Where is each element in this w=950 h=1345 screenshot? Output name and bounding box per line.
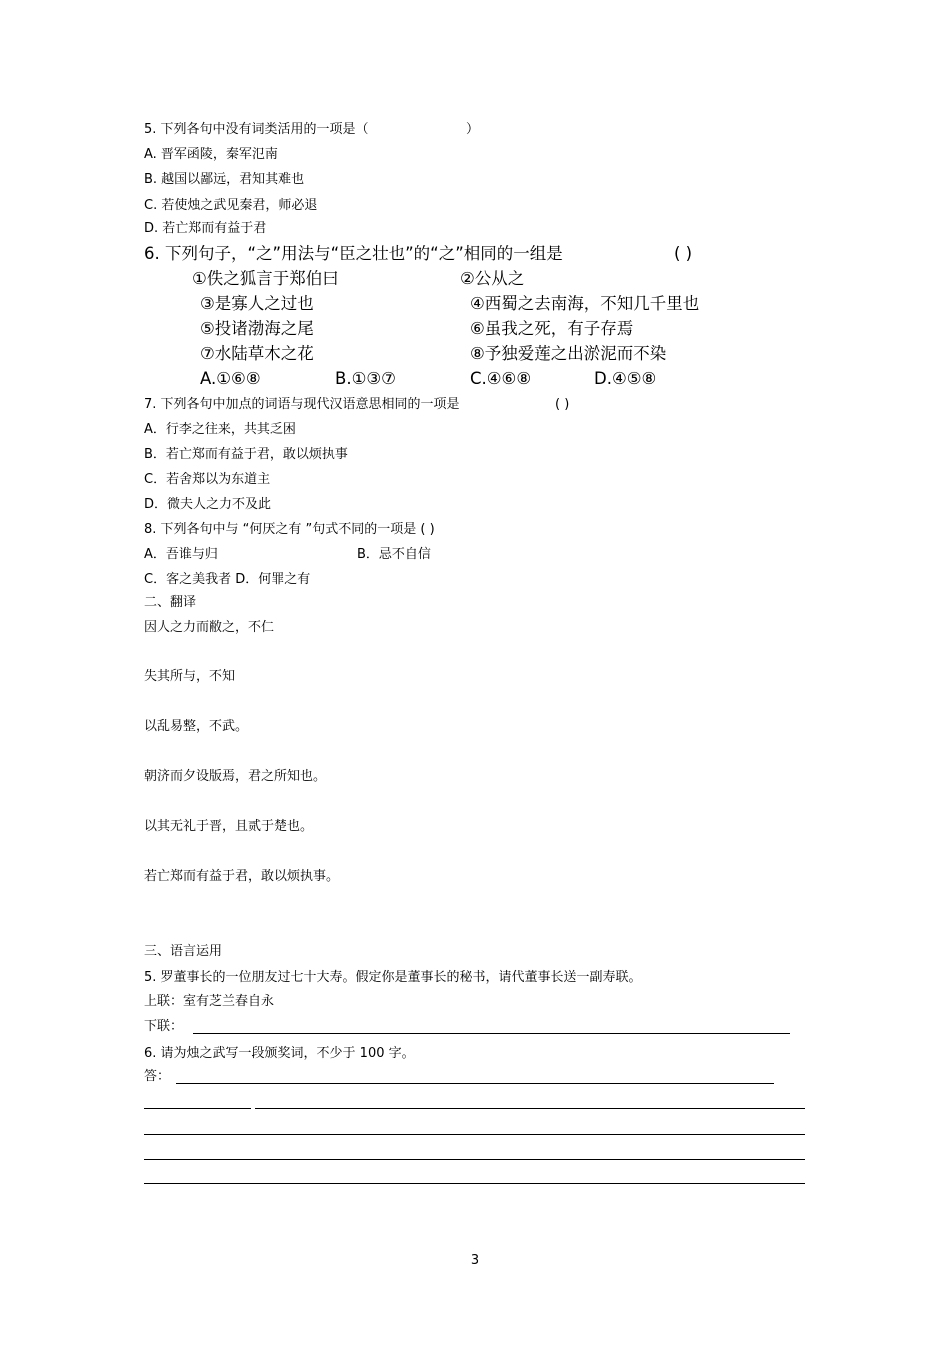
page-number: 3 <box>470 1253 480 1268</box>
q6-item-1: ①佚之狐言于郑伯曰 <box>192 269 339 288</box>
answer-line-4 <box>144 1159 805 1160</box>
q8-option-b: B．忌不自信 <box>357 547 431 562</box>
couplet-upper: 上联：室有芝兰春自永 <box>144 994 275 1009</box>
q6-choice-c: C.④⑥⑧ <box>470 369 532 388</box>
q7-option-a: A．行李之往来，共其乏困 <box>144 422 296 437</box>
q5-option-a: A. 晋军函陵，秦军氾南 <box>144 147 278 162</box>
q6-item-8: ⑧予独爱莲之出淤泥而不染 <box>470 344 667 363</box>
answer-line-2a <box>144 1108 251 1109</box>
couplet-question: 5. 罗董事长的一位朋友过七十大寿。假定你是董事长的秘书，请代董事长送一副寿联。 <box>144 970 642 985</box>
q6-item-7: ⑦水陆草木之花 <box>200 344 314 363</box>
translate-sentence-1: 因人之力而敝之，不仁 <box>144 620 275 635</box>
section3-heading: 三、语言运用 <box>144 944 223 959</box>
q8-option-a: A．吾谁与归 <box>144 547 218 562</box>
q5-option-b: B. 越国以鄙远，君知其难也 <box>144 172 305 187</box>
q5-option-c: C. 若使烛之武见秦君，师必退 <box>144 198 318 213</box>
q5-option-d: D. 若亡郑而有益于君 <box>144 221 267 236</box>
q6-choice-a: A.①⑥⑧ <box>200 369 261 388</box>
translate-sentence-5: 以其无礼于晋，且贰于楚也。 <box>144 819 314 834</box>
translate-sentence-6: 若亡郑而有益于君，敢以烦执事。 <box>144 869 340 884</box>
q6-item-6: ⑥虽我之死，有子存焉 <box>470 319 634 338</box>
q6-choice-d: D.④⑤⑧ <box>594 369 657 388</box>
q6-item-4: ④西蜀之去南海，不知几千里也 <box>470 294 700 313</box>
q6-item-2: ②公从之 <box>460 269 525 288</box>
answer-line-5 <box>144 1183 805 1184</box>
q8-stem: 8. 下列各句中与 “何厌之有 ”句式不同的一项是 ( ) <box>144 522 435 537</box>
q7-option-d: D．微夫人之力不及此 <box>144 497 272 512</box>
q7-option-c: C．若舍郑以为东道主 <box>144 472 271 487</box>
q5-stem: 5. 下列各句中没有词类活用的一项是（ <box>144 122 369 137</box>
translate-sentence-2: 失其所与，不知 <box>144 669 236 684</box>
section2-heading: 二、翻译 <box>144 595 197 610</box>
q7-option-b: B．若亡郑而有益于君，敢以烦执事 <box>144 447 348 462</box>
q6-item-5: ⑤投诸渤海之尾 <box>200 319 314 338</box>
q6-stem: 6. 下列句子，“之”用法与“臣之壮也”的“之”相同的一组是 <box>144 244 563 263</box>
answer-label: 答： <box>144 1069 171 1084</box>
q6-item-3: ③是寡人之过也 <box>200 294 314 313</box>
q5-paren-close: ） <box>466 122 480 137</box>
translate-sentence-4: 朝济而夕设版焉，君之所知也。 <box>144 769 327 784</box>
couplet-lower-label: 下联： <box>144 1019 184 1034</box>
q6-choice-b: B.①③⑦ <box>335 369 396 388</box>
answer-line-1 <box>176 1083 774 1084</box>
award-speech-question: 6. 请为烛之武写一段颁奖词，不少于 100 字。 <box>144 1046 415 1061</box>
answer-line-2b <box>255 1108 805 1109</box>
q8-option-cd: C．客之美我者 D．何罪之有 <box>144 572 311 587</box>
q7-stem: 7. 下列各句中加点的词语与现代汉语意思相同的一项是 <box>144 397 460 412</box>
translate-sentence-3: 以乱易整，不武。 <box>144 719 249 734</box>
q7-paren: ( ) <box>555 397 570 412</box>
couplet-lower-line <box>193 1033 790 1034</box>
q6-paren: ( ) <box>674 244 693 263</box>
answer-line-3 <box>144 1134 805 1135</box>
